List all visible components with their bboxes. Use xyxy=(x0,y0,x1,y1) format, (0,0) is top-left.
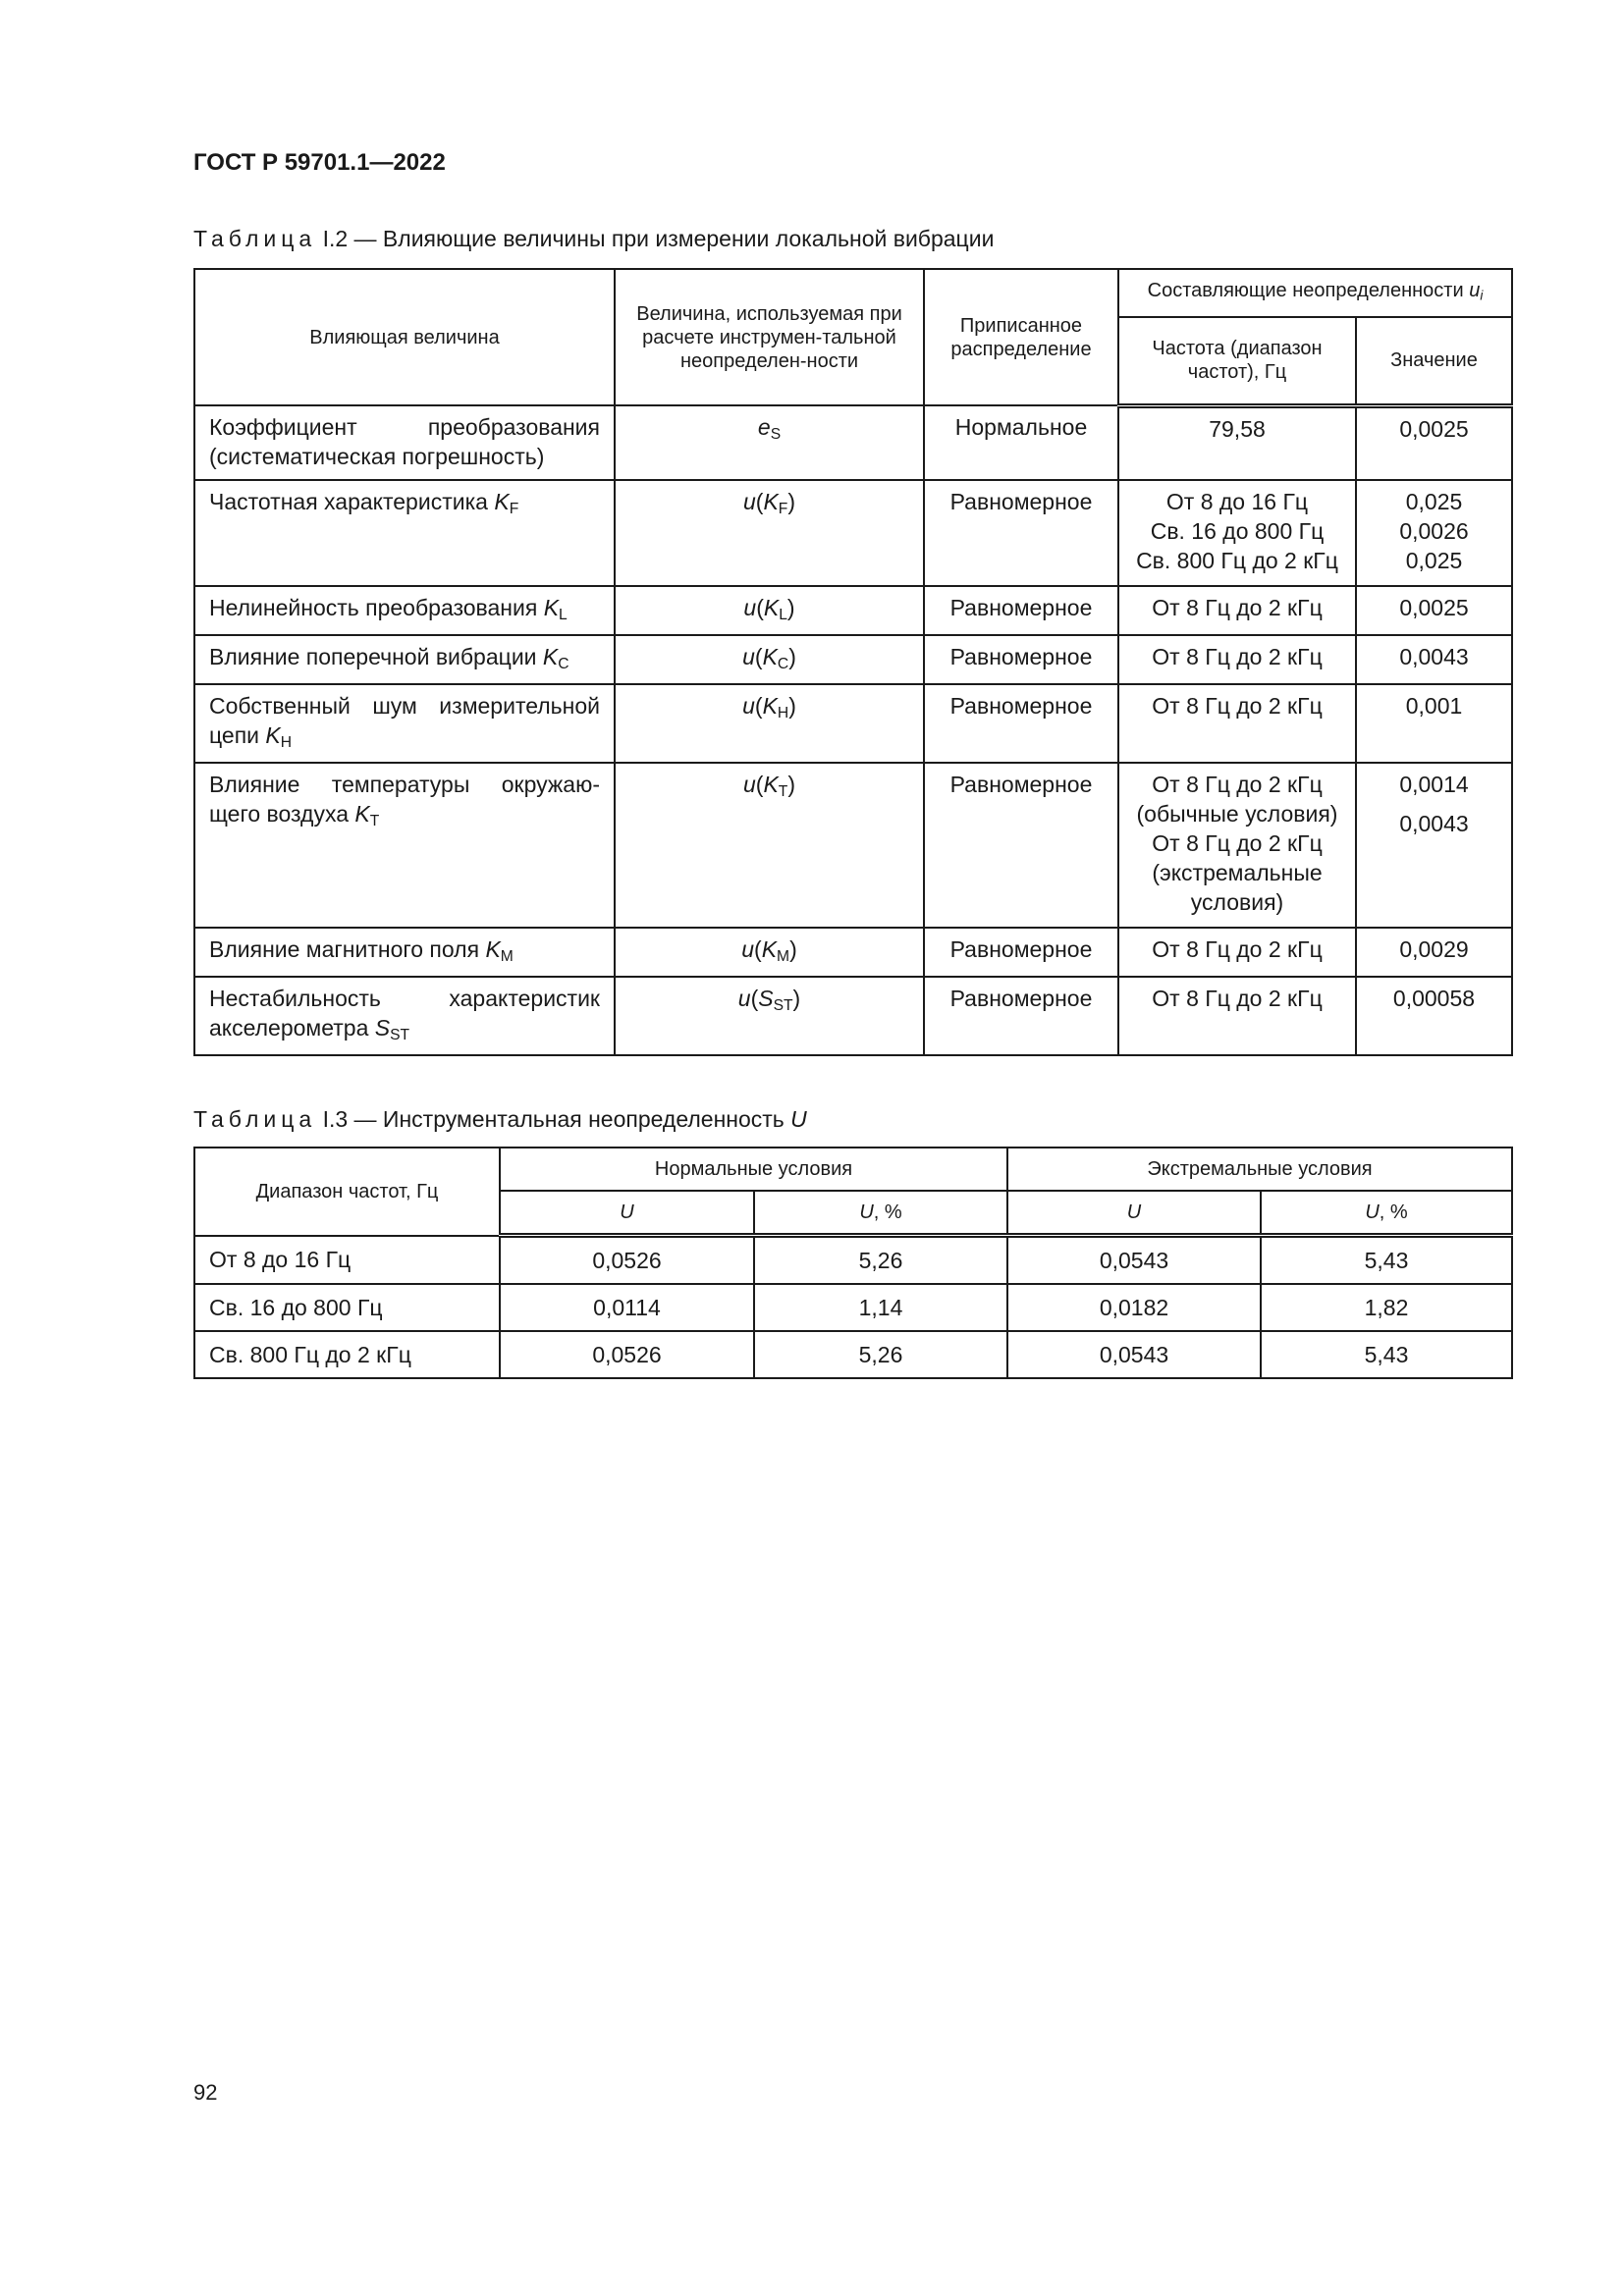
header-distribution: Приписанное распределение xyxy=(924,269,1118,405)
quantity-function-symbol: u xyxy=(743,595,757,620)
normal-u-percent-cell: 5,26 xyxy=(754,1236,1007,1285)
header-uncertainty-subscript: i xyxy=(1480,288,1484,303)
value-cell xyxy=(1356,480,1512,586)
influence-quantity-name: Коэффициент преобразования (систематическая погрешность) xyxy=(209,414,600,469)
uncertainty-value: 0,025 xyxy=(1405,548,1463,573)
quantity-function-symbol: u xyxy=(742,643,755,669)
table-row xyxy=(194,684,1512,763)
influence-quantity-subscript: C xyxy=(558,655,569,672)
distribution-cell: Равномерное xyxy=(924,928,1118,977)
value-cell xyxy=(1356,763,1512,928)
frequency-range: Св. 800 Гц до 2 кГц xyxy=(1136,548,1338,573)
extreme-u-percent-cell: 5,43 xyxy=(1261,1331,1512,1378)
distribution-cell: Равномерное xyxy=(924,635,1118,684)
influence-quantity-name: Собственный шум измерительной цепи xyxy=(209,692,600,748)
influence-quantity-name: Влияние поперечной вибрации xyxy=(209,643,537,669)
uncertainty-value: 0,0043 xyxy=(1399,810,1469,836)
header-frequency: Частота (диапазон частот), Гц xyxy=(1118,317,1356,405)
quantity-symbol: K xyxy=(763,771,779,797)
influence-quantity-name: Влияние магнитного поля xyxy=(209,935,480,962)
frequency-range: От 8 Гц до 2 кГц (экстремальные условия) xyxy=(1152,829,1323,915)
quantity-used-cell: $u(K_F)$ xyxy=(615,480,924,586)
influence-quantity-subscript: F xyxy=(509,500,519,517)
influence-quantity-name: Частотная характеристика xyxy=(209,489,488,514)
frequency-cell xyxy=(1118,684,1356,763)
uncertainty-value: 0,025 xyxy=(1405,489,1463,514)
quantity-subscript: H xyxy=(777,704,789,721)
quantity-subscript: M xyxy=(777,947,790,965)
influence-quantity-cell xyxy=(194,480,615,586)
value-cell xyxy=(1356,635,1512,684)
influence-quantity-symbol: K xyxy=(542,643,559,669)
quantity-used-cell: $u(S_{ST})$ xyxy=(615,977,924,1055)
quantity-symbol: K xyxy=(761,935,778,962)
frequency-range: От 8 Гц до 2 кГц xyxy=(1152,935,1323,962)
influence-quantity-cell xyxy=(194,586,615,635)
table-row xyxy=(194,635,1512,684)
influence-quantity-symbol: K xyxy=(494,489,510,514)
distribution-cell: Равномерное xyxy=(924,480,1118,586)
table-row xyxy=(194,928,1512,977)
page-number: 92 xyxy=(193,2080,218,2105)
value-cell xyxy=(1356,928,1512,977)
extreme-u-percent-cell: 5,43 xyxy=(1261,1236,1512,1285)
value-cell xyxy=(1356,405,1512,480)
table-2-caption xyxy=(193,226,994,252)
table-row xyxy=(194,977,1512,1055)
frequency-range: От 8 до 16 Гц xyxy=(1165,489,1309,514)
uncertainty-value: 0,0025 xyxy=(1399,415,1469,442)
distribution-cell: Нормальное xyxy=(924,405,1118,480)
uncertainty-value: 0,001 xyxy=(1405,692,1463,719)
influence-quantity-cell xyxy=(194,928,615,977)
header-extreme-conditions: Экстремальные условия xyxy=(1007,1148,1512,1191)
normal-u-cell: 0,0114 xyxy=(500,1284,754,1331)
frequency-range-cell: От 8 до 16 Гц xyxy=(194,1236,500,1285)
instrumental-uncertainty-table xyxy=(193,1147,1513,1379)
frequency-cell xyxy=(1118,586,1356,635)
quantity-subscript: T xyxy=(778,782,788,800)
influence-quantity-cell xyxy=(194,977,615,1055)
quantity-symbol: S xyxy=(758,985,774,1011)
header-influence-quantity: Влияющая величина xyxy=(194,269,615,405)
extreme-u-cell: 0,0182 xyxy=(1007,1284,1261,1331)
frequency-range: От 8 Гц до 2 кГц (обычные условия) xyxy=(1136,771,1338,827)
header-extreme-u-percent: U, % xyxy=(1261,1191,1512,1236)
influence-quantity-subscript: T xyxy=(369,812,380,829)
table-3-caption-label: Таблица xyxy=(193,1106,317,1132)
quantity-symbol: K xyxy=(763,595,780,620)
table-2-caption-text: I.2 — Влияющие величины при измерении локальной вибрации xyxy=(322,226,995,251)
influence-quantity-subscript: ST xyxy=(390,1026,410,1043)
table-row xyxy=(194,1236,1512,1285)
table-2-caption-label: Таблица xyxy=(193,226,317,251)
uncertainty-value: 0,0043 xyxy=(1399,643,1469,669)
influence-quantity-subscript: M xyxy=(500,947,514,965)
quantity-function-symbol: u xyxy=(737,985,751,1011)
header-value: Значение xyxy=(1356,317,1512,405)
extreme-u-percent-cell: 1,82 xyxy=(1261,1284,1512,1331)
table-row xyxy=(194,1331,1512,1378)
frequency-cell xyxy=(1118,405,1356,480)
distribution-cell: Равномерное xyxy=(924,684,1118,763)
normal-u-cell: 0,0526 xyxy=(500,1236,754,1285)
uncertainty-value: 0,0029 xyxy=(1399,935,1469,962)
quantity-function-symbol: u xyxy=(742,771,756,797)
frequency-cell xyxy=(1118,977,1356,1055)
uncertainty-value: 0,00058 xyxy=(1392,985,1476,1011)
quantity-used-cell: $u(K_M)$ xyxy=(615,928,924,977)
normal-u-cell: 0,0526 xyxy=(500,1331,754,1378)
quantity-symbol: K xyxy=(763,489,779,514)
influence-quantity-cell xyxy=(194,763,615,928)
uncertainty-value: 0,0026 xyxy=(1399,518,1469,544)
influence-quantity-cell xyxy=(194,684,615,763)
table-row xyxy=(194,1284,1512,1331)
quantity-subscript: F xyxy=(778,500,788,517)
frequency-range: Св. 16 до 800 Гц xyxy=(1150,518,1325,544)
uncertainty-value: 0,0014 xyxy=(1399,771,1469,797)
table-3-caption-symbol: U xyxy=(790,1106,807,1132)
extreme-u-cell: 0,0543 xyxy=(1007,1331,1261,1378)
normal-u-percent-cell: 5,26 xyxy=(754,1331,1007,1378)
influence-quantity-symbol: K xyxy=(543,595,560,620)
quantity-used-cell: $u(K_C)$ xyxy=(615,635,924,684)
header-normal-u: U xyxy=(500,1191,754,1236)
quantity-subscript: ST xyxy=(773,996,793,1014)
distribution-cell: Равномерное xyxy=(924,586,1118,635)
influence-quantity-symbol: K xyxy=(354,800,370,827)
quantity-function-symbol: u xyxy=(742,489,756,514)
frequency-cell xyxy=(1118,763,1356,928)
quantity-function-symbol: u xyxy=(741,935,755,962)
frequency-cell xyxy=(1118,928,1356,977)
header-uncertainty-components-text: Составляющие неопределенности xyxy=(1147,279,1464,301)
value-cell xyxy=(1356,684,1512,763)
quantity-used-cell: $u(K_T)$ xyxy=(615,763,924,928)
table-row xyxy=(194,586,1512,635)
frequency-range: От 8 Гц до 2 кГц xyxy=(1152,985,1323,1011)
header-normal-u-percent: U, % xyxy=(754,1191,1007,1236)
influence-quantity-symbol: K xyxy=(485,935,501,962)
header-extreme-u: U xyxy=(1007,1191,1261,1236)
influence-quantity-symbol: K xyxy=(265,721,281,748)
quantity-used-cell: $u(K_L)$ xyxy=(615,586,924,635)
influence-quantity-subscript: L xyxy=(559,606,568,623)
value-cell xyxy=(1356,977,1512,1055)
influence-quantity-symbol: S xyxy=(374,1014,391,1041)
header-frequency-range: Диапазон частот, Гц xyxy=(194,1148,500,1236)
influence-quantity-name: Нелинейность преобразования xyxy=(209,595,538,620)
header-normal-conditions: Нормальные условия xyxy=(500,1148,1007,1191)
influence-quantity-subscript: H xyxy=(280,733,293,751)
frequency-range: От 8 Гц до 2 кГц xyxy=(1152,595,1323,620)
quantity-used-cell: $u(K_H)$ xyxy=(615,684,924,763)
influence-quantities-table xyxy=(193,268,1513,1056)
table-row xyxy=(194,480,1512,586)
header-uncertainty-symbol: u xyxy=(1469,279,1481,301)
quantity-subscript: L xyxy=(779,606,787,623)
influence-quantity-cell xyxy=(194,635,615,684)
quantity-function-symbol: u xyxy=(742,692,755,719)
influence-quantity-name: Нестабильность характеристик акселерометра xyxy=(209,985,600,1041)
table-row xyxy=(194,405,1512,480)
frequency-cell xyxy=(1118,480,1356,586)
quantity-symbol: e xyxy=(757,414,771,440)
influence-quantity-name: Влияние температуры окружаю-щего воздуха xyxy=(209,771,600,827)
table-row xyxy=(194,763,1512,928)
frequency-range-cell: Св. 16 до 800 Гц xyxy=(194,1284,500,1331)
frequency-range: От 8 Гц до 2 кГц xyxy=(1152,643,1323,669)
frequency-cell xyxy=(1118,635,1356,684)
quantity-symbol: K xyxy=(762,692,778,719)
quantity-used-cell xyxy=(615,405,924,480)
extreme-u-cell: 0,0543 xyxy=(1007,1236,1261,1285)
frequency-range: 79,58 xyxy=(1209,415,1266,442)
uncertainty-value: 0,0025 xyxy=(1399,595,1469,620)
quantity-symbol: K xyxy=(762,643,778,669)
frequency-range: От 8 Гц до 2 кГц xyxy=(1152,692,1323,719)
document-header: ГОСТ Р 59701.1—2022 xyxy=(193,149,446,176)
normal-u-percent-cell: 1,14 xyxy=(754,1284,1007,1331)
quantity-subscript: S xyxy=(770,425,782,443)
value-cell xyxy=(1356,586,1512,635)
table-3-caption-text: I.3 — Инструментальная неопределенность xyxy=(322,1106,785,1132)
header-uncertainty-components xyxy=(1118,269,1512,317)
table-3-caption xyxy=(193,1106,807,1133)
frequency-range-cell: Св. 800 Гц до 2 кГц xyxy=(194,1331,500,1378)
header-quantity-used: Величина, используемая при расчете инструмен-тальной неопределен-ности xyxy=(615,269,924,405)
quantity-subscript: C xyxy=(777,655,789,672)
distribution-cell: Равномерное xyxy=(924,977,1118,1055)
distribution-cell: Равномерное xyxy=(924,763,1118,928)
influence-quantity-cell xyxy=(194,405,615,480)
